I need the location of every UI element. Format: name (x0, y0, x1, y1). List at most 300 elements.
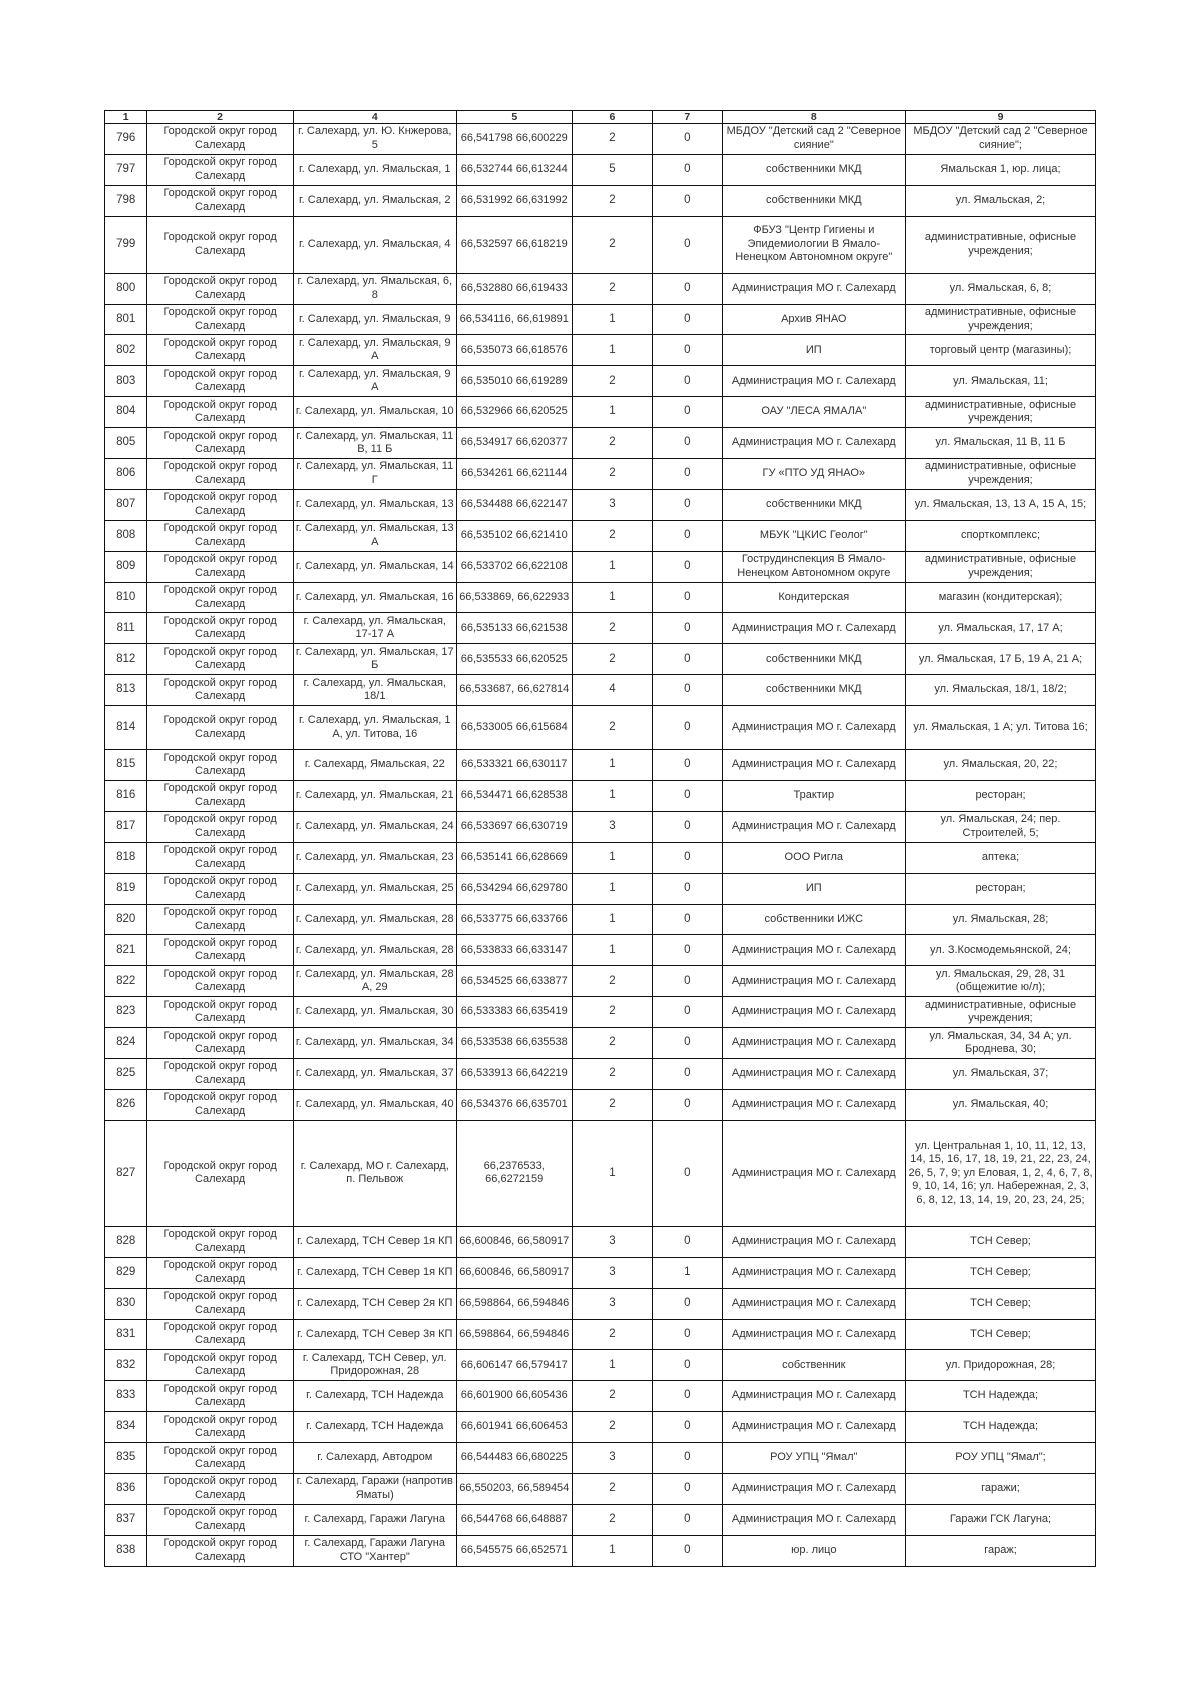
count-col6-cell: 1 (572, 551, 652, 582)
coordinates-cell: 66,601941 66,606453 (456, 1412, 572, 1443)
table-row (105, 397, 1096, 428)
served-objects-cell: ТСН Надежда; (906, 1381, 1096, 1412)
header-col-4: 4 (293, 111, 456, 124)
count-col7-cell: 0 (653, 397, 722, 428)
count-col7-cell: 0 (653, 1028, 722, 1059)
count-col7-cell: 0 (653, 1412, 722, 1443)
address-cell: г. Салехард, ул. Ямальская, 13 (293, 489, 456, 520)
served-objects-cell: торговый центр (магазины); (906, 335, 1096, 366)
table-row (105, 1059, 1096, 1090)
owner-cell: Администрация МО г. Салехард (722, 273, 905, 304)
address-cell: г. Салехард, ТСН Север, ул. Придорожная, 28 (293, 1350, 456, 1381)
owner-cell: Администрация МО г. Салехард (722, 811, 905, 842)
served-objects-cell: ул. Ямальская, 28; (906, 904, 1096, 935)
table-row (105, 706, 1096, 750)
address-cell: г. Салехард, ул. Ямальская, 11 В, 11 Б (293, 428, 456, 459)
row-number: 836 (105, 1473, 147, 1504)
table-row (105, 781, 1096, 812)
coordinates-cell: 66,544768 66,648887 (456, 1504, 572, 1535)
address-cell: г. Салехард, ТСН Надежда (293, 1381, 456, 1412)
owner-cell: Администрация МО г. Салехард (722, 706, 905, 750)
district-cell: Городской округ город Салехард (147, 551, 294, 582)
owner-cell: Гострудинспекция В Ямало-Ненецком Автономном округе (722, 551, 905, 582)
count-col7-cell: 0 (653, 750, 722, 781)
table-row (105, 124, 1096, 155)
count-col7-cell: 0 (653, 459, 722, 490)
address-cell: г. Салехард, ТСН Север 1я КП (293, 1226, 456, 1257)
served-objects-cell: административные, офисные учреждения; (906, 397, 1096, 428)
row-number: 811 (105, 613, 147, 644)
address-cell: г. Салехард, ТСН Север 2я КП (293, 1288, 456, 1319)
district-cell: Городской округ город Салехард (147, 216, 294, 273)
header-col-1: 1 (105, 111, 147, 124)
table-row (105, 582, 1096, 613)
header-col-7: 7 (653, 111, 722, 124)
table-row (105, 811, 1096, 842)
owner-cell: Администрация МО г. Салехард (722, 1288, 905, 1319)
served-objects-cell: ТСН Север; (906, 1257, 1096, 1288)
owner-cell: собственники МКД (722, 489, 905, 520)
coordinates-cell: 66,598864, 66,594846 (456, 1288, 572, 1319)
served-objects-cell: административные, офисные учреждения; (906, 551, 1096, 582)
coordinates-cell: 66,535073 66,618576 (456, 335, 572, 366)
served-objects-cell: ресторан; (906, 873, 1096, 904)
table-body (105, 124, 1096, 1567)
row-number: 810 (105, 582, 147, 613)
table-row (105, 1226, 1096, 1257)
count-col6-cell: 1 (572, 304, 652, 335)
coordinates-cell: 66,550203, 66,589454 (456, 1473, 572, 1504)
row-number: 833 (105, 1381, 147, 1412)
count-col7-cell: 0 (653, 154, 722, 185)
coordinates-cell: 66,534294 66,629780 (456, 873, 572, 904)
owner-cell: Администрация МО г. Салехард (722, 1473, 905, 1504)
served-objects-cell: административные, офисные учреждения; (906, 459, 1096, 490)
row-number: 797 (105, 154, 147, 185)
count-col7-cell: 0 (653, 781, 722, 812)
table-row (105, 489, 1096, 520)
coordinates-cell: 66,531992 66,631992 (456, 185, 572, 216)
count-col6-cell: 3 (572, 1226, 652, 1257)
row-number: 813 (105, 675, 147, 706)
count-col7-cell: 0 (653, 613, 722, 644)
served-objects-cell: ул. З.Космодемьянской, 24; (906, 935, 1096, 966)
coordinates-cell: 66,534917 66,620377 (456, 428, 572, 459)
coordinates-cell: 66,535533 66,620525 (456, 644, 572, 675)
address-cell: г. Салехард, Автодром (293, 1443, 456, 1474)
district-cell: Городской округ город Салехард (147, 1226, 294, 1257)
address-cell: г. Салехард, ул. Ямальская, 10 (293, 397, 456, 428)
served-objects-cell: спорткомплекс; (906, 520, 1096, 551)
coordinates-cell: 66,606147 66,579417 (456, 1350, 572, 1381)
row-number: 796 (105, 124, 147, 155)
count-col7-cell: 0 (653, 273, 722, 304)
row-number: 812 (105, 644, 147, 675)
table-row (105, 304, 1096, 335)
count-col6-cell: 2 (572, 273, 652, 304)
table-row (105, 520, 1096, 551)
owner-cell: Трактир (722, 781, 905, 812)
district-cell: Городской округ город Салехард (147, 489, 294, 520)
count-col7-cell: 0 (653, 582, 722, 613)
count-col7-cell: 0 (653, 1443, 722, 1474)
count-col7-cell: 0 (653, 706, 722, 750)
header-col-2: 2 (147, 111, 294, 124)
count-col6-cell: 2 (572, 185, 652, 216)
count-col7-cell: 0 (653, 1350, 722, 1381)
district-cell: Городской округ город Салехард (147, 154, 294, 185)
count-col7-cell: 0 (653, 675, 722, 706)
owner-cell: Администрация МО г. Салехард (722, 1381, 905, 1412)
row-number: 823 (105, 997, 147, 1028)
row-number: 803 (105, 366, 147, 397)
count-col6-cell: 3 (572, 1288, 652, 1319)
row-number: 817 (105, 811, 147, 842)
header-col-6: 6 (572, 111, 652, 124)
row-number: 818 (105, 842, 147, 873)
row-number: 830 (105, 1288, 147, 1319)
count-col7-cell: 0 (653, 428, 722, 459)
coordinates-cell: 66,534488 66,622147 (456, 489, 572, 520)
district-cell: Городской округ город Салехард (147, 781, 294, 812)
address-cell: г. Салехард, ул. Ямальская, 28 (293, 904, 456, 935)
served-objects-cell: ул. Ямальская, 17 Б, 19 А, 21 А; (906, 644, 1096, 675)
address-cell: г. Салехард, ул. Ямальская, 13 А (293, 520, 456, 551)
count-col6-cell: 2 (572, 1381, 652, 1412)
address-cell: г. Салехард, ТСН Север 1я КП (293, 1257, 456, 1288)
owner-cell: собственник (722, 1350, 905, 1381)
owner-cell: ООО Ригла (722, 842, 905, 873)
owner-cell: МБДОУ "Детский сад 2 "Северное сияние" (722, 124, 905, 155)
address-cell: г. Салехард, ул. Ямальская, 11 Г (293, 459, 456, 490)
served-objects-cell: Гаражи ГСК Лагуна; (906, 1504, 1096, 1535)
address-cell: г. Салехард, Гаражи Лагуна СТО "Хантер" (293, 1535, 456, 1566)
district-cell: Городской округ город Салехард (147, 966, 294, 997)
served-objects-cell: ул. Ямальская, 11 В, 11 Б (906, 428, 1096, 459)
table-row (105, 613, 1096, 644)
district-cell: Городской округ город Салехард (147, 335, 294, 366)
table-row (105, 1535, 1096, 1566)
table-row (105, 1028, 1096, 1059)
district-cell: Городской округ город Салехард (147, 1028, 294, 1059)
count-col7-cell: 0 (653, 966, 722, 997)
count-col7-cell: 0 (653, 304, 722, 335)
row-number: 800 (105, 273, 147, 304)
owner-cell: Администрация МО г. Салехард (722, 1257, 905, 1288)
row-number: 799 (105, 216, 147, 273)
owner-cell: Администрация МО г. Салехард (722, 966, 905, 997)
table-row (105, 335, 1096, 366)
address-cell: г. Салехард, Гаражи Лагуна (293, 1504, 456, 1535)
owner-cell: собственники МКД (722, 675, 905, 706)
count-col7-cell: 0 (653, 935, 722, 966)
district-cell: Городской округ город Салехард (147, 1288, 294, 1319)
coordinates-cell: 66,534116, 66,619891 (456, 304, 572, 335)
address-cell: г. Салехард, ул. Ямальская, 6, 8 (293, 273, 456, 304)
served-objects-cell: ул. Ямальская, 13, 13 А, 15 А, 15; (906, 489, 1096, 520)
count-col7-cell: 0 (653, 489, 722, 520)
address-cell: г. Салехард, ул. Ямальская, 1 (293, 154, 456, 185)
district-cell: Городской округ город Салехард (147, 397, 294, 428)
count-col7-cell: 0 (653, 1535, 722, 1566)
served-objects-cell: ул. Ямальская, 20, 22; (906, 750, 1096, 781)
owner-cell: собственники МКД (722, 185, 905, 216)
owner-cell: Администрация МО г. Салехард (722, 1226, 905, 1257)
district-cell: Городской округ город Салехард (147, 428, 294, 459)
served-objects-cell: ресторан; (906, 781, 1096, 812)
served-objects-cell: магазин (кондитерская); (906, 582, 1096, 613)
count-col6-cell: 2 (572, 613, 652, 644)
row-number: 802 (105, 335, 147, 366)
table-row (105, 1443, 1096, 1474)
row-number: 820 (105, 904, 147, 935)
table-row (105, 997, 1096, 1028)
coordinates-cell: 66,533321 66,630117 (456, 750, 572, 781)
owner-cell: Администрация МО г. Салехард (722, 750, 905, 781)
district-cell: Городской округ город Салехард (147, 1319, 294, 1350)
district-cell: Городской округ город Салехард (147, 644, 294, 675)
district-cell: Городской округ город Салехард (147, 273, 294, 304)
district-cell: Городской округ город Салехард (147, 1059, 294, 1090)
coordinates-cell: 66,532966 66,620525 (456, 397, 572, 428)
count-col7-cell: 0 (653, 551, 722, 582)
count-col6-cell: 2 (572, 459, 652, 490)
count-col6-cell: 1 (572, 582, 652, 613)
served-objects-cell: гаражи; (906, 1473, 1096, 1504)
row-number: 827 (105, 1120, 147, 1226)
count-col7-cell: 0 (653, 1089, 722, 1120)
row-number: 834 (105, 1412, 147, 1443)
table-row (105, 1120, 1096, 1226)
served-objects-cell: ТСН Надежда; (906, 1412, 1096, 1443)
table-row (105, 551, 1096, 582)
row-number: 826 (105, 1089, 147, 1120)
header-row (105, 111, 1096, 124)
container-sites-table (104, 110, 1096, 1567)
owner-cell: Администрация МО г. Салехард (722, 1504, 905, 1535)
row-number: 835 (105, 1443, 147, 1474)
address-cell: г. Салехард, ул. Ямальская, 37 (293, 1059, 456, 1090)
count-col6-cell: 1 (572, 1535, 652, 1566)
table-row (105, 154, 1096, 185)
table-row (105, 1319, 1096, 1350)
served-objects-cell: ул. Ямальская, 37; (906, 1059, 1096, 1090)
table-row (105, 873, 1096, 904)
address-cell: г. Салехард, ул. Ямальская, 17 Б (293, 644, 456, 675)
count-col6-cell: 2 (572, 1089, 652, 1120)
district-cell: Городской округ город Салехард (147, 750, 294, 781)
owner-cell: ГУ «ПТО УД ЯНАО» (722, 459, 905, 490)
count-col7-cell: 0 (653, 842, 722, 873)
header-col-8: 8 (722, 111, 905, 124)
table-row (105, 273, 1096, 304)
count-col6-cell: 1 (572, 335, 652, 366)
table-row (105, 459, 1096, 490)
count-col6-cell: 2 (572, 706, 652, 750)
count-col6-cell: 1 (572, 1120, 652, 1226)
owner-cell: МБУК "ЦКИС Геолог" (722, 520, 905, 551)
served-objects-cell: РОУ УПЦ "Ямал"; (906, 1443, 1096, 1474)
count-col7-cell: 0 (653, 1381, 722, 1412)
district-cell: Городской округ город Салехард (147, 459, 294, 490)
address-cell: г. Салехард, МО г. Салехард, п. Пельвож (293, 1120, 456, 1226)
coordinates-cell: 66,534471 66,628538 (456, 781, 572, 812)
row-number: 831 (105, 1319, 147, 1350)
district-cell: Городской округ город Салехард (147, 124, 294, 155)
served-objects-cell: ТСН Север; (906, 1226, 1096, 1257)
row-number: 829 (105, 1257, 147, 1288)
coordinates-cell: 66,598864, 66,594846 (456, 1319, 572, 1350)
address-cell: г. Салехард, ул. Ямальская, 9 А (293, 366, 456, 397)
district-cell: Городской округ город Салехард (147, 1473, 294, 1504)
served-objects-cell: ул. Ямальская, 2; (906, 185, 1096, 216)
district-cell: Городской округ город Салехард (147, 582, 294, 613)
table-row (105, 1504, 1096, 1535)
district-cell: Городской округ город Салехард (147, 1350, 294, 1381)
owner-cell: Кондитерская (722, 582, 905, 613)
served-objects-cell: ул. Придорожная, 28; (906, 1350, 1096, 1381)
address-cell: г. Салехард, ул. Ю. Кнжерова, 5 (293, 124, 456, 155)
coordinates-cell: 66,533005 66,615684 (456, 706, 572, 750)
owner-cell: Администрация МО г. Салехард (722, 613, 905, 644)
table-row (105, 644, 1096, 675)
row-number: 819 (105, 873, 147, 904)
count-col7-cell: 0 (653, 904, 722, 935)
owner-cell: Администрация МО г. Салехард (722, 428, 905, 459)
owner-cell: собственники ИЖС (722, 904, 905, 935)
table-row (105, 1257, 1096, 1288)
address-cell: г. Салехард, ул. Ямальская, 40 (293, 1089, 456, 1120)
coordinates-cell: 66,533833 66,633147 (456, 935, 572, 966)
count-col6-cell: 4 (572, 675, 652, 706)
table-row (105, 366, 1096, 397)
count-col6-cell: 2 (572, 1028, 652, 1059)
address-cell: г. Салехард, ул. Ямальская, 4 (293, 216, 456, 273)
count-col7-cell: 0 (653, 811, 722, 842)
row-number: 828 (105, 1226, 147, 1257)
owner-cell: Администрация МО г. Салехард (722, 1028, 905, 1059)
coordinates-cell: 66,532880 66,619433 (456, 273, 572, 304)
owner-cell: РОУ УПЦ "Ямал" (722, 1443, 905, 1474)
count-col7-cell: 0 (653, 520, 722, 551)
district-cell: Городской округ город Салехард (147, 1412, 294, 1443)
count-col6-cell: 2 (572, 1504, 652, 1535)
count-col7-cell: 1 (653, 1257, 722, 1288)
count-col6-cell: 1 (572, 873, 652, 904)
count-col6-cell: 1 (572, 904, 652, 935)
count-col7-cell: 0 (653, 1288, 722, 1319)
served-objects-cell: МБДОУ "Детский сад 2 "Северное сияние"; (906, 124, 1096, 155)
row-number: 804 (105, 397, 147, 428)
coordinates-cell: 66,600846, 66,580917 (456, 1257, 572, 1288)
coordinates-cell: 66,2376533, 66,6272159 (456, 1120, 572, 1226)
district-cell: Городской округ город Салехард (147, 185, 294, 216)
table-row (105, 1288, 1096, 1319)
row-number: 821 (105, 935, 147, 966)
address-cell: г. Салехард, Гаражи (напротив Яматы) (293, 1473, 456, 1504)
address-cell: г. Салехард, ул. Ямальская, 24 (293, 811, 456, 842)
count-col6-cell: 2 (572, 997, 652, 1028)
district-cell: Городской округ город Салехард (147, 842, 294, 873)
count-col6-cell: 2 (572, 520, 652, 551)
row-number: 809 (105, 551, 147, 582)
count-col6-cell: 1 (572, 1350, 652, 1381)
district-cell: Городской округ город Салехард (147, 1381, 294, 1412)
coordinates-cell: 66,541798 66,600229 (456, 124, 572, 155)
count-col6-cell: 2 (572, 644, 652, 675)
district-cell: Городской округ город Салехард (147, 675, 294, 706)
table-row (105, 1381, 1096, 1412)
coordinates-cell: 66,532744 66,613244 (456, 154, 572, 185)
address-cell: г. Салехард, ул. Ямальская, 9 (293, 304, 456, 335)
table-row (105, 216, 1096, 273)
count-col7-cell: 0 (653, 1319, 722, 1350)
served-objects-cell: ул. Ямальская, 24; пер. Строителей, 5; (906, 811, 1096, 842)
address-cell: г. Салехард, Ямальская, 22 (293, 750, 456, 781)
coordinates-cell: 66,533687, 66,627814 (456, 675, 572, 706)
served-objects-cell: аптека; (906, 842, 1096, 873)
owner-cell: Администрация МО г. Салехард (722, 997, 905, 1028)
count-col6-cell: 3 (572, 1443, 652, 1474)
district-cell: Городской округ город Салехард (147, 811, 294, 842)
row-number: 815 (105, 750, 147, 781)
district-cell: Городской округ город Салехард (147, 997, 294, 1028)
address-cell: г. Салехард, ул. Ямальская, 17-17 А (293, 613, 456, 644)
owner-cell: собственники МКД (722, 644, 905, 675)
address-cell: г. Салехард, ул. Ямальская, 25 (293, 873, 456, 904)
table-row (105, 428, 1096, 459)
address-cell: г. Салехард, ул. Ямальская, 2 (293, 185, 456, 216)
row-number: 801 (105, 304, 147, 335)
address-cell: г. Салехард, ул. Ямальская, 18/1 (293, 675, 456, 706)
coordinates-cell: 66,533538 66,635538 (456, 1028, 572, 1059)
address-cell: г. Салехард, ул. Ямальская, 28 А, 29 (293, 966, 456, 997)
count-col7-cell: 0 (653, 644, 722, 675)
count-col7-cell: 0 (653, 1059, 722, 1090)
count-col6-cell: 3 (572, 1257, 652, 1288)
address-cell: г. Салехард, ул. Ямальская, 28 (293, 935, 456, 966)
coordinates-cell: 66,601900 66,605436 (456, 1381, 572, 1412)
count-col7-cell: 0 (653, 1226, 722, 1257)
coordinates-cell: 66,534525 66,633877 (456, 966, 572, 997)
count-col6-cell: 3 (572, 489, 652, 520)
row-number: 806 (105, 459, 147, 490)
address-cell: г. Салехард, ул. Ямальская, 30 (293, 997, 456, 1028)
row-number: 805 (105, 428, 147, 459)
owner-cell: собственники МКД (722, 154, 905, 185)
district-cell: Городской округ город Салехард (147, 935, 294, 966)
served-objects-cell: административные, офисные учреждения; (906, 304, 1096, 335)
coordinates-cell: 66,532597 66,618219 (456, 216, 572, 273)
row-number: 837 (105, 1504, 147, 1535)
owner-cell: ФБУЗ "Центр Гигиены и Эпидемиологии В Ямало-Ненецком Автономном округе" (722, 216, 905, 273)
district-cell: Городской округ город Салехард (147, 1504, 294, 1535)
count-col6-cell: 1 (572, 750, 652, 781)
owner-cell: Администрация МО г. Салехард (722, 1412, 905, 1443)
address-cell: г. Салехард, ул. Ямальская, 1 А, ул. Титова, 16 (293, 706, 456, 750)
coordinates-cell: 66,534261 66,621144 (456, 459, 572, 490)
served-objects-cell: ул. Ямальская, 34, 34 А; ул. Броднева, 30; (906, 1028, 1096, 1059)
count-col7-cell: 0 (653, 1120, 722, 1226)
address-cell: г. Салехард, ул. Ямальская, 21 (293, 781, 456, 812)
table-row (105, 842, 1096, 873)
served-objects-cell: ТСН Север; (906, 1319, 1096, 1350)
count-col6-cell: 1 (572, 397, 652, 428)
served-objects-cell: ул. Ямальская, 29, 28, 31 (общежитие ю/л); (906, 966, 1096, 997)
count-col7-cell: 0 (653, 997, 722, 1028)
owner-cell: ОАУ "ЛЕСА ЯМАЛА" (722, 397, 905, 428)
count-col6-cell: 2 (572, 216, 652, 273)
